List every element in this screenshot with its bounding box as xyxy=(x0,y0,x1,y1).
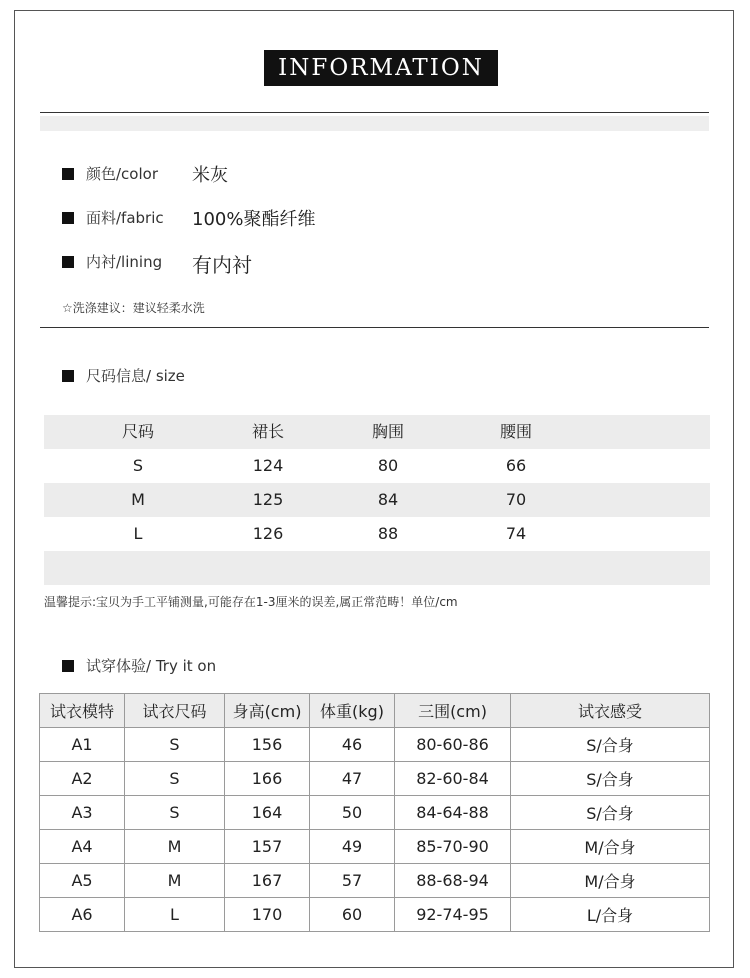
try-on-cell: A1 xyxy=(40,728,125,762)
size-cell: S xyxy=(132,456,144,475)
size-cell: 80 xyxy=(377,456,399,475)
try-on-cell: L xyxy=(125,898,225,932)
try-on-header-cell: 体重(kg) xyxy=(310,694,395,728)
try-on-cell: 84-64-88 xyxy=(395,796,511,830)
size-cell: 74 xyxy=(505,524,527,543)
try-on-cell: 85-70-90 xyxy=(395,830,511,864)
try-on-cell: 57 xyxy=(310,864,395,898)
try-on-cell: M/合身 xyxy=(511,830,710,864)
attribute-label: 面料/fabric xyxy=(86,209,164,227)
try-on-cell: S/合身 xyxy=(511,728,710,762)
try-on-cell: S xyxy=(125,762,225,796)
try-on-cell: 92-74-95 xyxy=(395,898,511,932)
attribute-color xyxy=(62,163,228,186)
try-on-heading-text: 试穿体验/ Try it on xyxy=(86,657,217,675)
square-bullet-icon xyxy=(62,256,74,268)
try-on-header-cell: 试衣尺码 xyxy=(125,694,225,728)
try-on-header-cell: 试衣模特 xyxy=(40,694,125,728)
square-bullet-icon xyxy=(62,168,74,180)
wash-instruction: ☆洗涤建议：建议轻柔水洗 xyxy=(62,301,205,315)
try-on-cell: S xyxy=(125,796,225,830)
try-on-cell: 82-60-84 xyxy=(395,762,511,796)
try-on-cell: A3 xyxy=(40,796,125,830)
size-table-header xyxy=(44,415,710,449)
try-on-cell: 167 xyxy=(225,864,310,898)
try-on-cell: M xyxy=(125,830,225,864)
try-on-header-cell: 身高(cm) xyxy=(225,694,310,728)
size-cell: L xyxy=(133,524,143,543)
try-on-cell: 49 xyxy=(310,830,395,864)
size-table-row xyxy=(44,517,710,551)
size-cell: M xyxy=(131,490,145,509)
size-table-row xyxy=(44,483,710,517)
try-on-cell: L/合身 xyxy=(511,898,710,932)
try-on-cell: M/合身 xyxy=(511,864,710,898)
size-header-cell: 裙长 xyxy=(251,422,284,441)
size-header-cell: 腰围 xyxy=(499,422,532,441)
try-on-cell: S xyxy=(125,728,225,762)
try-on-cell: 50 xyxy=(310,796,395,830)
try-on-cell: 170 xyxy=(225,898,310,932)
size-header-cell: 尺码 xyxy=(121,422,154,441)
try-on-cell: 156 xyxy=(225,728,310,762)
attribute-label: 颜色/color xyxy=(86,165,158,183)
try-on-header-cell: 三围(cm) xyxy=(395,694,511,728)
try-on-table xyxy=(39,693,710,932)
size-cell: 125 xyxy=(252,490,284,509)
try-on-row xyxy=(40,762,710,796)
size-cell: 66 xyxy=(505,456,527,475)
size-cell: 124 xyxy=(252,456,284,475)
size-cell: 84 xyxy=(377,490,399,509)
try-on-cell: A6 xyxy=(40,898,125,932)
try-on-row xyxy=(40,728,710,762)
measurement-note: 温馨提示:宝贝为手工平铺测量,可能存在1-3厘米的误差,属正常范畴！单位/cm xyxy=(44,595,458,609)
attribute-fabric xyxy=(62,207,316,230)
try-on-cell: 88-68-94 xyxy=(395,864,511,898)
square-bullet-icon xyxy=(62,212,74,224)
attribute-lining xyxy=(62,251,252,277)
try-on-cell: A5 xyxy=(40,864,125,898)
try-on-cell: 46 xyxy=(310,728,395,762)
divider xyxy=(40,112,709,113)
try-on-cell: 60 xyxy=(310,898,395,932)
try-on-cell: S/合身 xyxy=(511,796,710,830)
try-on-cell: 80-60-86 xyxy=(395,728,511,762)
attribute-value: 100%聚酯纤维 xyxy=(192,209,316,230)
size-heading-text: 尺码信息/ size xyxy=(86,367,185,385)
attribute-value: 有内衬 xyxy=(192,253,252,277)
size-cell: 88 xyxy=(377,524,399,543)
square-bullet-icon xyxy=(62,370,74,382)
try-on-cell: A2 xyxy=(40,762,125,796)
try-on-cell: 166 xyxy=(225,762,310,796)
try-on-cell: 47 xyxy=(310,762,395,796)
try-on-row xyxy=(40,864,710,898)
try-on-header-cell: 试衣感受 xyxy=(511,694,710,728)
size-heading xyxy=(62,365,185,386)
grey-band xyxy=(40,116,709,131)
size-table-row xyxy=(44,449,710,483)
information-banner: INFORMATION xyxy=(264,50,498,86)
try-on-cell: A4 xyxy=(40,830,125,864)
size-header-cell: 胸围 xyxy=(371,422,404,441)
size-table-empty-row xyxy=(44,551,710,585)
try-on-heading xyxy=(62,655,216,676)
try-on-row xyxy=(40,830,710,864)
attribute-label: 内衬/lining xyxy=(86,253,163,271)
try-on-row xyxy=(40,898,710,932)
try-on-header-row xyxy=(40,694,710,728)
try-on-cell: 164 xyxy=(225,796,310,830)
try-on-cell: S/合身 xyxy=(511,762,710,796)
size-cell: 70 xyxy=(505,490,527,509)
try-on-cell: 157 xyxy=(225,830,310,864)
size-cell: 126 xyxy=(252,524,284,543)
try-on-row xyxy=(40,796,710,830)
divider xyxy=(40,327,709,328)
attribute-value: 米灰 xyxy=(192,165,228,186)
square-bullet-icon xyxy=(62,660,74,672)
try-on-cell: M xyxy=(125,864,225,898)
